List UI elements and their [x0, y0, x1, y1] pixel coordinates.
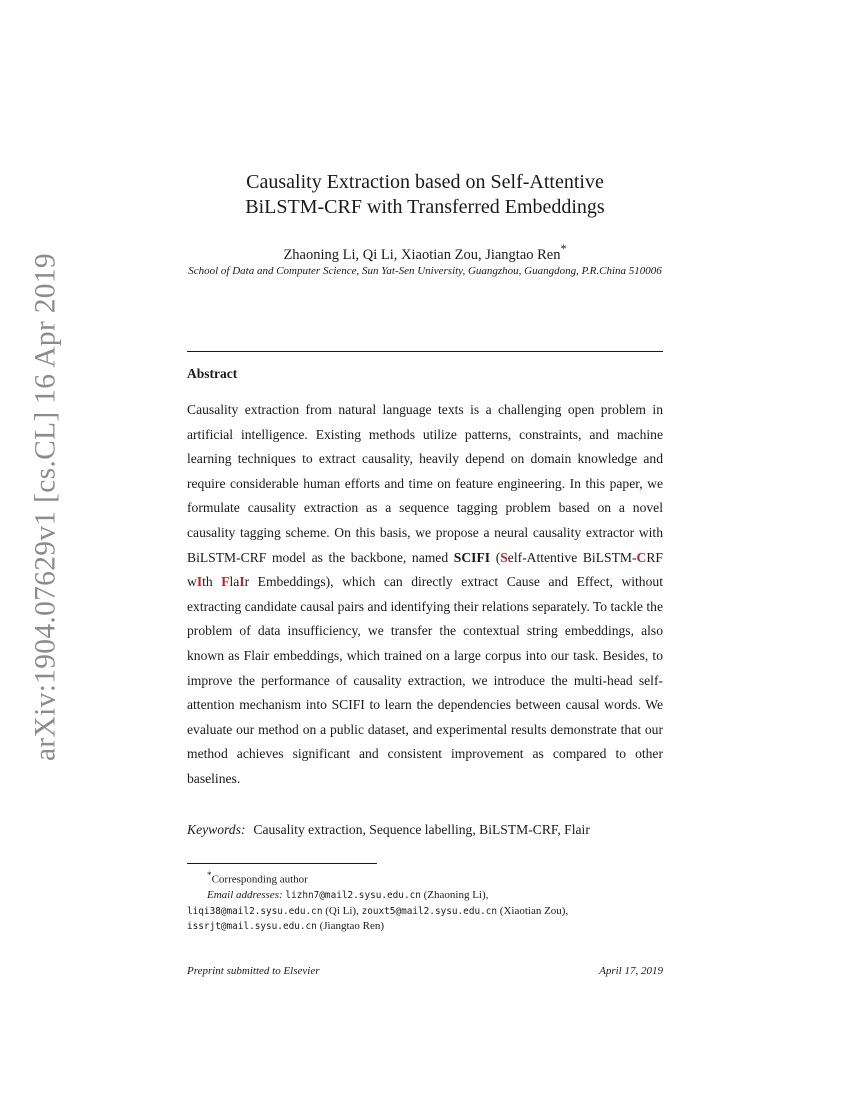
abstract-heading: Abstract	[187, 366, 238, 381]
corresponding-mark: *	[560, 242, 567, 256]
footnote-email-line-3	[187, 919, 663, 935]
email-owner: (Qi Li),	[325, 904, 359, 917]
footnote-rule	[187, 863, 377, 864]
paper-title	[120, 170, 730, 220]
acronym-text: RF w	[187, 549, 663, 590]
author-list	[120, 242, 730, 264]
abstract-text-after: , which can directly extract Cause and Effect, without extracting candidate causal pairs and identifying their relations separately. To tackle the problem of data insufficiency, we transfer the contextual string embeddings, also known as Flair embeddings, which trained on a large corpus into our task. Besides, to improve the performance of causality extraction, we introduce the multi-head self-attention mechanism into SCIFI to learn the dependencies between causal words. We evaluate our method on a public dataset, and experimental results demonstrate that our method achieves significant and consistent improvement as compared to other baselines.	[187, 574, 663, 786]
footnote-email-line-1	[187, 888, 663, 904]
acronym-highlight-letter: F	[221, 574, 230, 590]
footer-date: April 17, 2019	[599, 965, 663, 977]
model-name: SCIFI	[453, 549, 491, 565]
email-link[interactable]: zouxt5@mail2.sysu.edu.cn	[361, 905, 498, 917]
footnote-mark: *	[207, 870, 212, 880]
email-owner: (Xiaotian Zou),	[499, 904, 569, 917]
email-owner: (Jiangtao Ren)	[319, 920, 385, 933]
footnote-corresponding-text: Corresponding author	[211, 873, 308, 886]
acronym-text: r Embeddings)	[244, 574, 331, 590]
footer-submission-note: Preprint submitted to Elsevier	[187, 965, 320, 977]
abstract-text-before: Causality extraction from natural language texts is a challenging open problem in artificial intelligence. Existing methods utilize patterns, constraints, and machine learning techniques to extract causality, heavily depend on domain knowledge and require considerable human efforts and time on feature engineering. In this paper, we formulate causality extraction as a sequence tagging problem based on a novel causality tagging scheme. On this basis, we propose a neural causality extractor with BiLSTM-CRF model as the backbone, named	[187, 402, 663, 565]
abstract-top-rule	[187, 351, 663, 352]
acronym-text: th	[202, 574, 222, 590]
acronym-text: (	[495, 549, 501, 565]
authors-text: Zhaoning Li, Qi Li, Xiaotian Zou, Jiangtao Ren	[283, 246, 561, 263]
acronym-text: elf-Attentive BiLSTM-	[507, 549, 637, 565]
email-link[interactable]: lizhn7@mail2.sysu.edu.cn	[285, 890, 421, 902]
acronym-highlight-letter: I	[196, 574, 203, 590]
title-line-1: Causality Extraction based on Self-Attentive	[246, 171, 604, 193]
email-owner: (Zhaoning Li),	[423, 889, 489, 902]
keywords-label: Keywords:	[187, 822, 246, 837]
keywords-text: Causality extraction, Sequence labelling, BiLSTM-CRF, Flair	[253, 822, 590, 837]
acronym-highlight-letter: S	[500, 549, 508, 565]
affiliation: School of Data and Computer Science, Sun Yat-Sen University, Guangzhou, Guangdong, P.R.China 510006	[188, 265, 662, 277]
abstract-body	[187, 398, 663, 792]
email-link[interactable]: issrjt@mail.sysu.edu.cn	[187, 921, 317, 933]
title-line-2: BiLSTM-CRF with Transferred Embeddings	[245, 196, 605, 218]
keywords	[187, 818, 663, 842]
arxiv-side-label: arXiv:1904.07629v1 [cs.CL] 16 Apr 2019	[29, 253, 62, 761]
email-link[interactable]: liqi38@mail2.sysu.edu.cn	[187, 905, 323, 917]
acronym-text: la	[229, 574, 240, 590]
footnote	[187, 868, 663, 935]
footnote-email-line-2	[187, 904, 663, 920]
acronym-highlight-letter: C	[636, 549, 647, 565]
email-label: Email addresses:	[207, 889, 283, 902]
footnote-corresponding	[187, 868, 663, 888]
acronym-highlight-letter: I	[239, 574, 245, 590]
